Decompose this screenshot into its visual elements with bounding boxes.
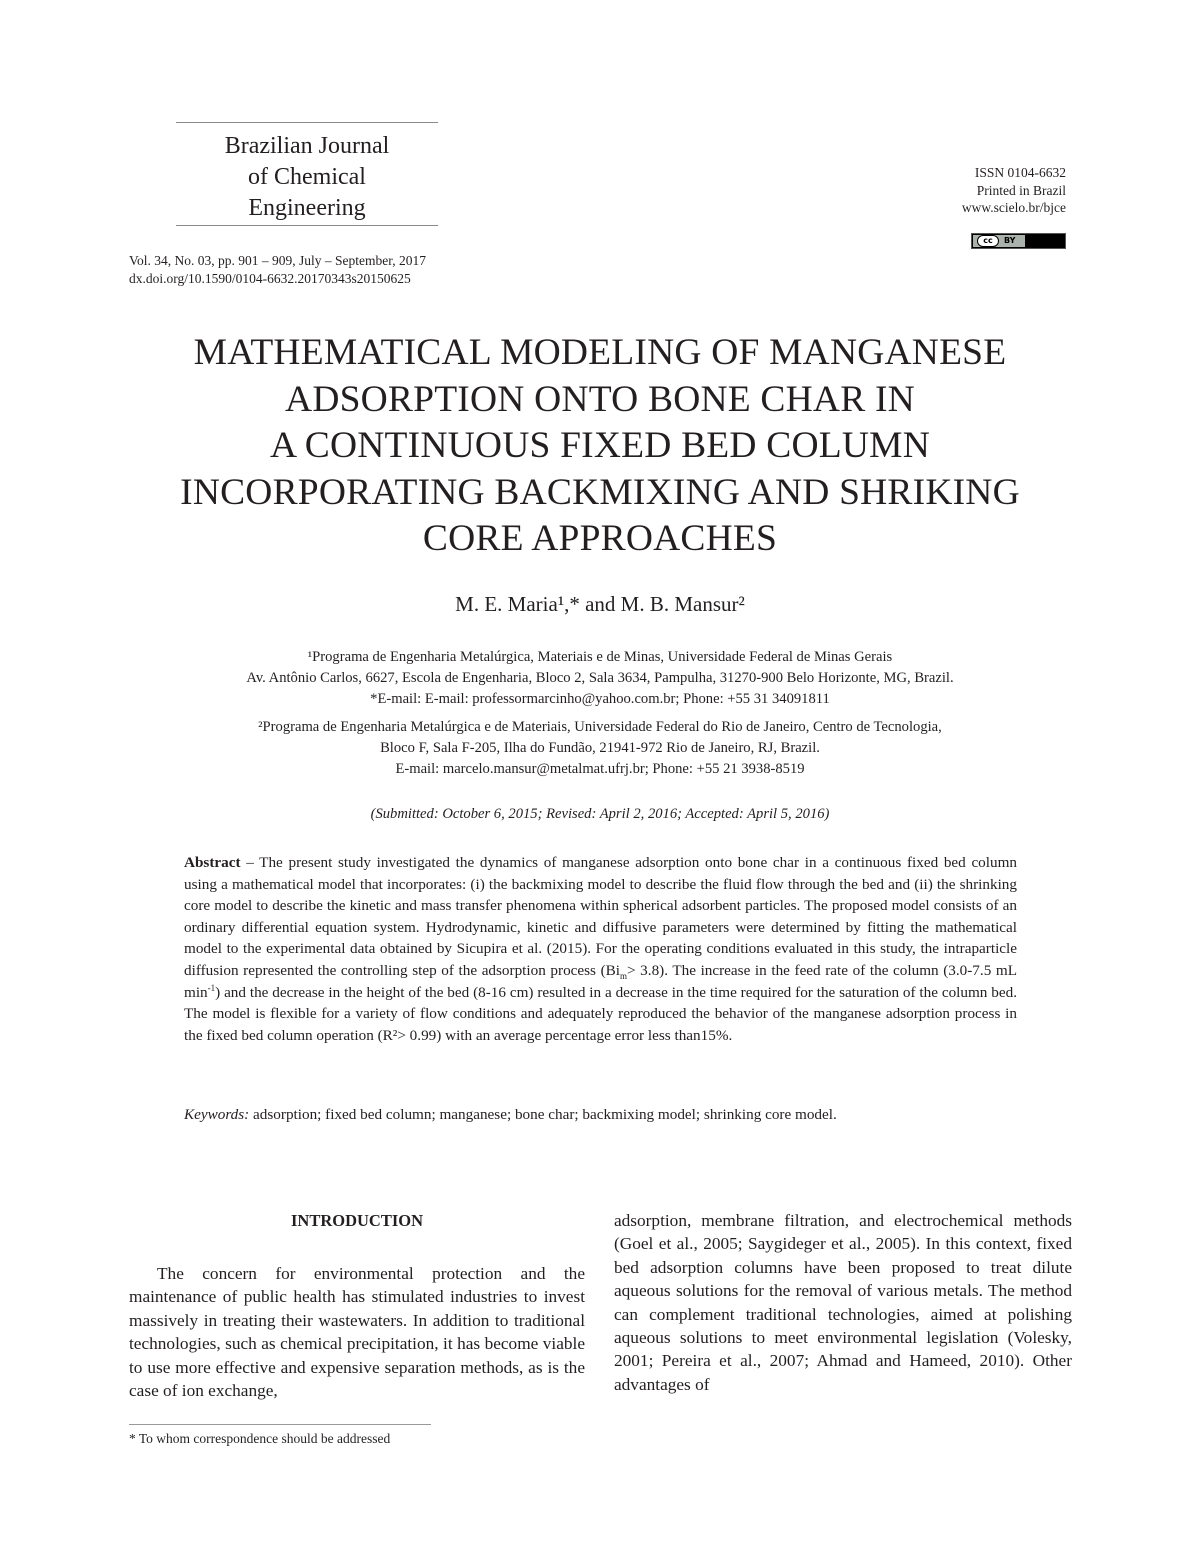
authors: M. E. Maria¹,* and M. B. Mansur² bbox=[455, 592, 745, 616]
affiliation-contact: E-mail: marcelo.mansur@metalmat.ufrj.br; Phone: +55 21 3938-8519 bbox=[395, 761, 805, 777]
affiliation-2 bbox=[100, 717, 1100, 780]
abstract-text: ) and the decrease in the height of the bed (8-16 cm) resulted in a decrease in the time required for the saturation of the column bed. The model is flexible for a variety of flow conditions and adequately reproduced the behavior of the manganese adsorption process in the fixed bed column operation (R²> 0.99) with an average percentage error less than15%. bbox=[184, 983, 1017, 1044]
journal-name bbox=[176, 131, 438, 224]
journal-name-line: of Chemical bbox=[248, 164, 366, 190]
section-heading: INTRODUCTION bbox=[290, 1211, 424, 1230]
by-label: BY bbox=[1004, 236, 1016, 245]
affiliation-line: ¹Programa de Engenharia Metalúrgica, Materiais e de Minas, Universidade Federal de Minas Gerais bbox=[307, 649, 893, 665]
footnote: * To whom correspondence should be addressed bbox=[129, 1431, 391, 1446]
title-line: MATHEMATICAL MODELING OF MANGANESE bbox=[193, 332, 1007, 373]
title-line: CORE APPROACHES bbox=[422, 518, 778, 559]
affiliation-line: ²Programa de Engenharia Metalúrgica e de Materiais, Universidade Federal do Rio de Janeiro, Centro de Tecnologia, bbox=[258, 719, 942, 735]
cc-by-license-badge[interactable] bbox=[971, 233, 1066, 249]
journal-website-link[interactable]: www.scielo.br/bjce bbox=[961, 200, 1066, 215]
abstract bbox=[184, 852, 1017, 1046]
citation-info bbox=[129, 252, 426, 287]
doi-link[interactable]: dx.doi.org/10.1590/0104-6632.20170343s20150625 bbox=[129, 270, 411, 286]
cc-icon: cc bbox=[977, 235, 999, 247]
affiliation-line: Bloco F, Sala F-205, Ilha do Fundão, 21941-972 Rio de Janeiro, RJ, Brazil. bbox=[380, 740, 820, 756]
journal-name-line: Engineering bbox=[248, 195, 366, 221]
title-line: A CONTINUOUS FIXED BED COLUMN bbox=[270, 425, 930, 466]
body-text-left-column: The concern for environmental protection and the maintenance of public health has stimulated industries to invest massively in treating their wastewaters. In addition to traditional technologies, such as chemical precipitation, it has become viable to use more effective and expensive separation methods, as is the case of ion exchange, bbox=[129, 1264, 585, 1401]
abstract-label: Abstract bbox=[184, 854, 241, 871]
footnote-divider bbox=[129, 1424, 431, 1425]
printed-in: Printed in Brazil bbox=[976, 182, 1066, 198]
abstract-text: – The present study investigated the dynamics of manganese adsorption onto bone char in a continuous fixed bed column using a mathematical model that incorporates: (i) the backmixing model to describe the fluid flow through the bed and (ii) the shrinking core model to describe the kinetic and mass transfer phenomena within spherical adsorbent particles. The proposed model consists of an ordinary differential equation system. Hydrodynamic, kinetic and diffusive parameters were determined by fitting the mathematical model to the experimental data obtained by Sicupira et al. (2015). For the operating conditions evaluated in this study, the intraparticle diffusion represented the controlling step of the adsorption process (Bi bbox=[184, 854, 1017, 979]
journal-masthead bbox=[176, 122, 438, 226]
affiliation-1 bbox=[100, 647, 1100, 710]
title-line: ADSORPTION ONTO BONE CHAR IN bbox=[285, 378, 915, 420]
article-title bbox=[100, 330, 1100, 563]
keywords-label: Keywords: bbox=[184, 1106, 250, 1123]
publication-info bbox=[962, 164, 1066, 217]
keywords-text: adsorption; fixed bed column; manganese; bone char; backmixing model; shrinking core model. bbox=[249, 1106, 837, 1123]
abstract-text: > 3.8). The increase in the feed rate of the column (3.0-7.5 mL min bbox=[184, 961, 1017, 1001]
submission-dates: (Submitted: October 6, 2015; Revised: April 2, 2016; Accepted: April 5, 2016) bbox=[370, 806, 830, 822]
journal-name-line: Brazilian Journal bbox=[224, 133, 390, 159]
bi-subscript: m bbox=[619, 971, 627, 981]
keywords bbox=[184, 1104, 1017, 1125]
volume-line: Vol. 34, No. 03, pp. 901 – 909, July – September, 2017 bbox=[129, 253, 426, 268]
cc-badge-background bbox=[973, 235, 1025, 247]
unit-superscript: -1 bbox=[207, 982, 216, 993]
body-text-right-column: adsorption, membrane filtration, and electrochemical methods (Goel et al., 2005; Saygideger et al., 2005). In this context, fixed bed adsorption columns have been proposed to treat dilute aqueous solutions for the removal of various metals. The method can complement traditional technologies, aimed at polishing aqueous solutions to meet environmental legislation (Volesky, 2001; Pereira et al., 2007; Ahmad and Hameed, 2010). Other advantages of bbox=[614, 1211, 1072, 1394]
issn: ISSN 0104-6632 bbox=[974, 165, 1066, 180]
affiliation-contact: *E-mail: E-mail: professormarcinho@yahoo.com.br; Phone: +55 31 34091811 bbox=[370, 691, 830, 707]
affiliation-line: Av. Antônio Carlos, 6627, Escola de Engenharia, Bloco 2, Sala 3634, Pampulha, 31270-900 Belo Horizonte, MG, Brazil. bbox=[246, 670, 954, 686]
title-line: INCORPORATING BACKMIXING AND SHRIKING bbox=[180, 471, 1020, 513]
